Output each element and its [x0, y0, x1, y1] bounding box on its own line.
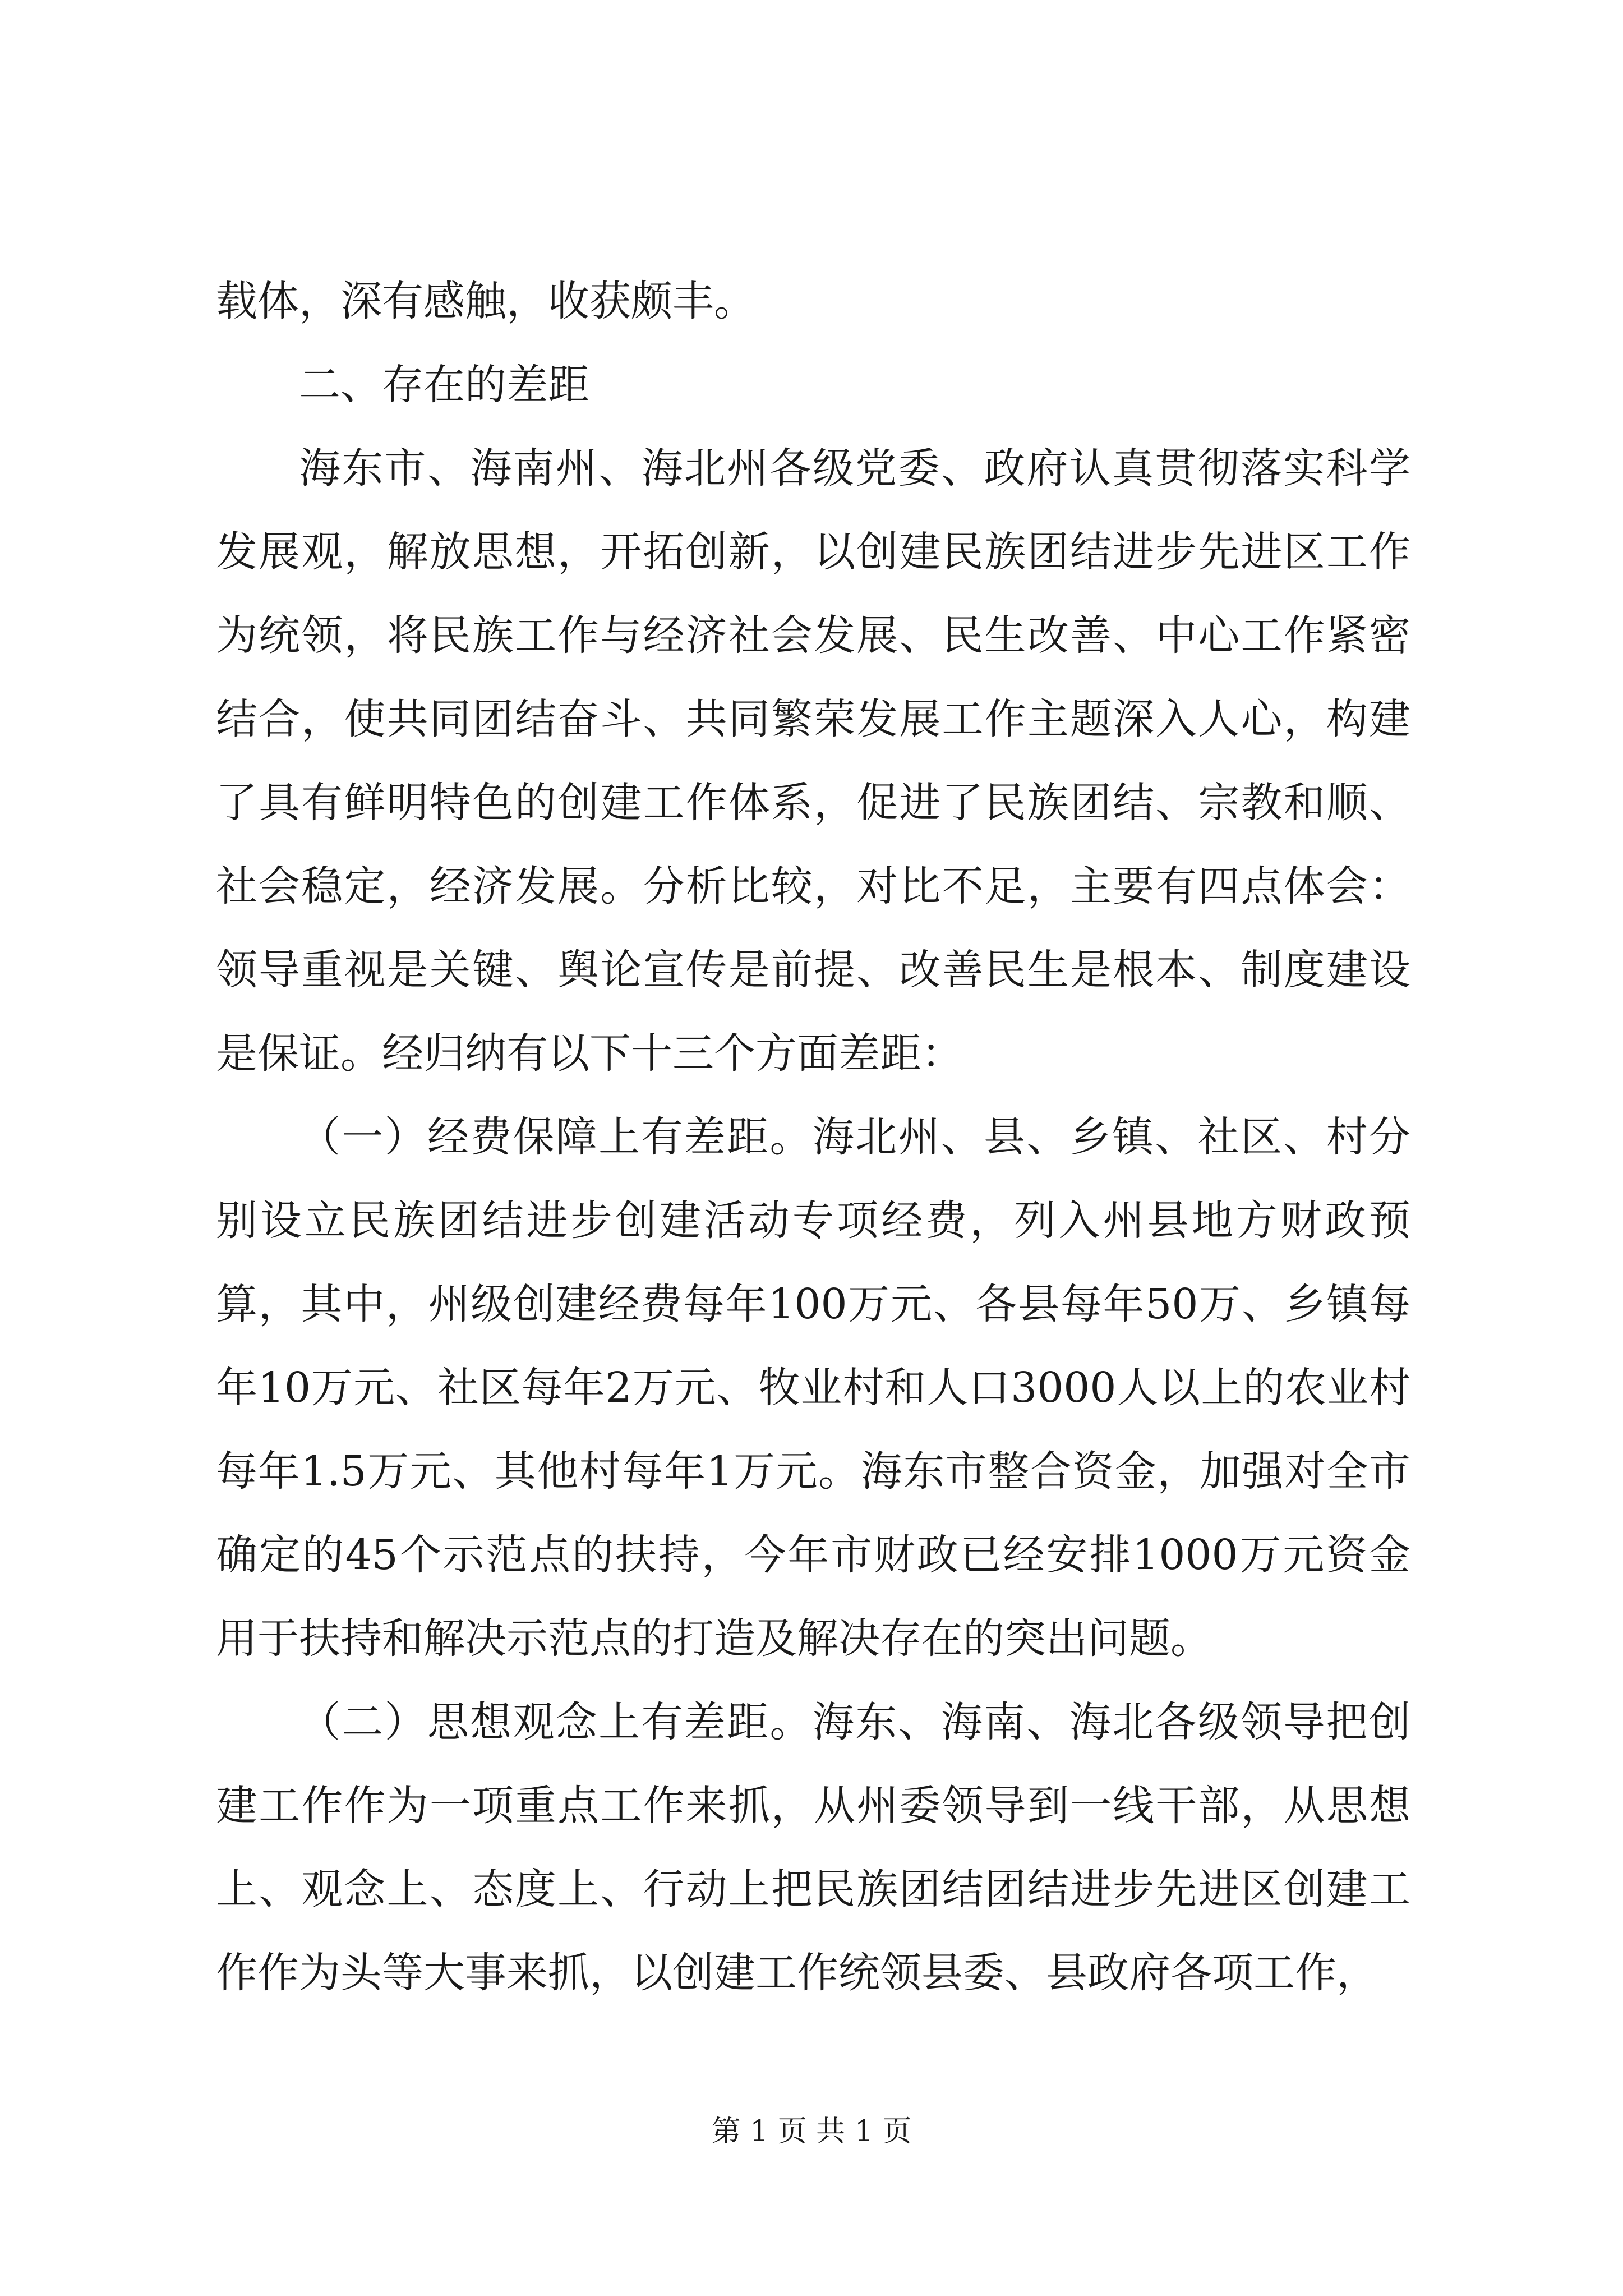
paragraph-mindset-gap: （二）思想观念上有差距。海东、海南、海北各级领导把创建工作作为一项重点工作来抓，从州委领导到一线干部，从思想上、观念上、态度上、行动上把民族团结团结进步先进区创建工作作为头等大事来抓，以创建工作统领县委、县政府各项工作， — [216, 1698, 1410, 1997]
page-footer: 第 1 页 共 1 页 — [711, 2115, 912, 2148]
paragraph-continuation: 载体，深有感触，收获颇丰。 — [216, 277, 755, 325]
document-body — [216, 260, 1410, 2015]
paragraph-funding-gap: （一）经费保障上有差距。海北州、县、乡镇、社区、村分别设立民族团结进步创建活动专项经费，列入州县地方财政预算，其中，州级创建经费每年100万元、各县每年50万、乡镇每年10万元、社区每年2万元、牧业村和人口3000人以上的农业村每年1.5万元、其他村每年1万元。海东市整合资金，加强对全市确定的45个示范点的扶持，今年市财政已经安排1000万元资金用于扶持和解决示范点的打造及解决存在的突出问题。 — [216, 1113, 1410, 1663]
paragraph-overview: 海东市、海南州、海北州各级党委、政府认真贯彻落实科学发展观，解放思想，开拓创新，以创建民族团结进步先进区工作为统领，将民族工作与经济社会发展、民生改善、中心工作紧密结合，使共同团结奋斗、共同繁荣发展工作主题深入人心，构建了具有鲜明特色的创建工作体系，促进了民族团结、宗教和顺、社会稳定，经济发展。分析比较，对比不足，主要有四点体会：领导重视是关键、舆论宣传是前提、改善民生是根本、制度建设是保证。经归纳有以下十三个方面差距： — [216, 444, 1410, 1078]
section-heading: 二、存在的差距 — [299, 361, 589, 409]
